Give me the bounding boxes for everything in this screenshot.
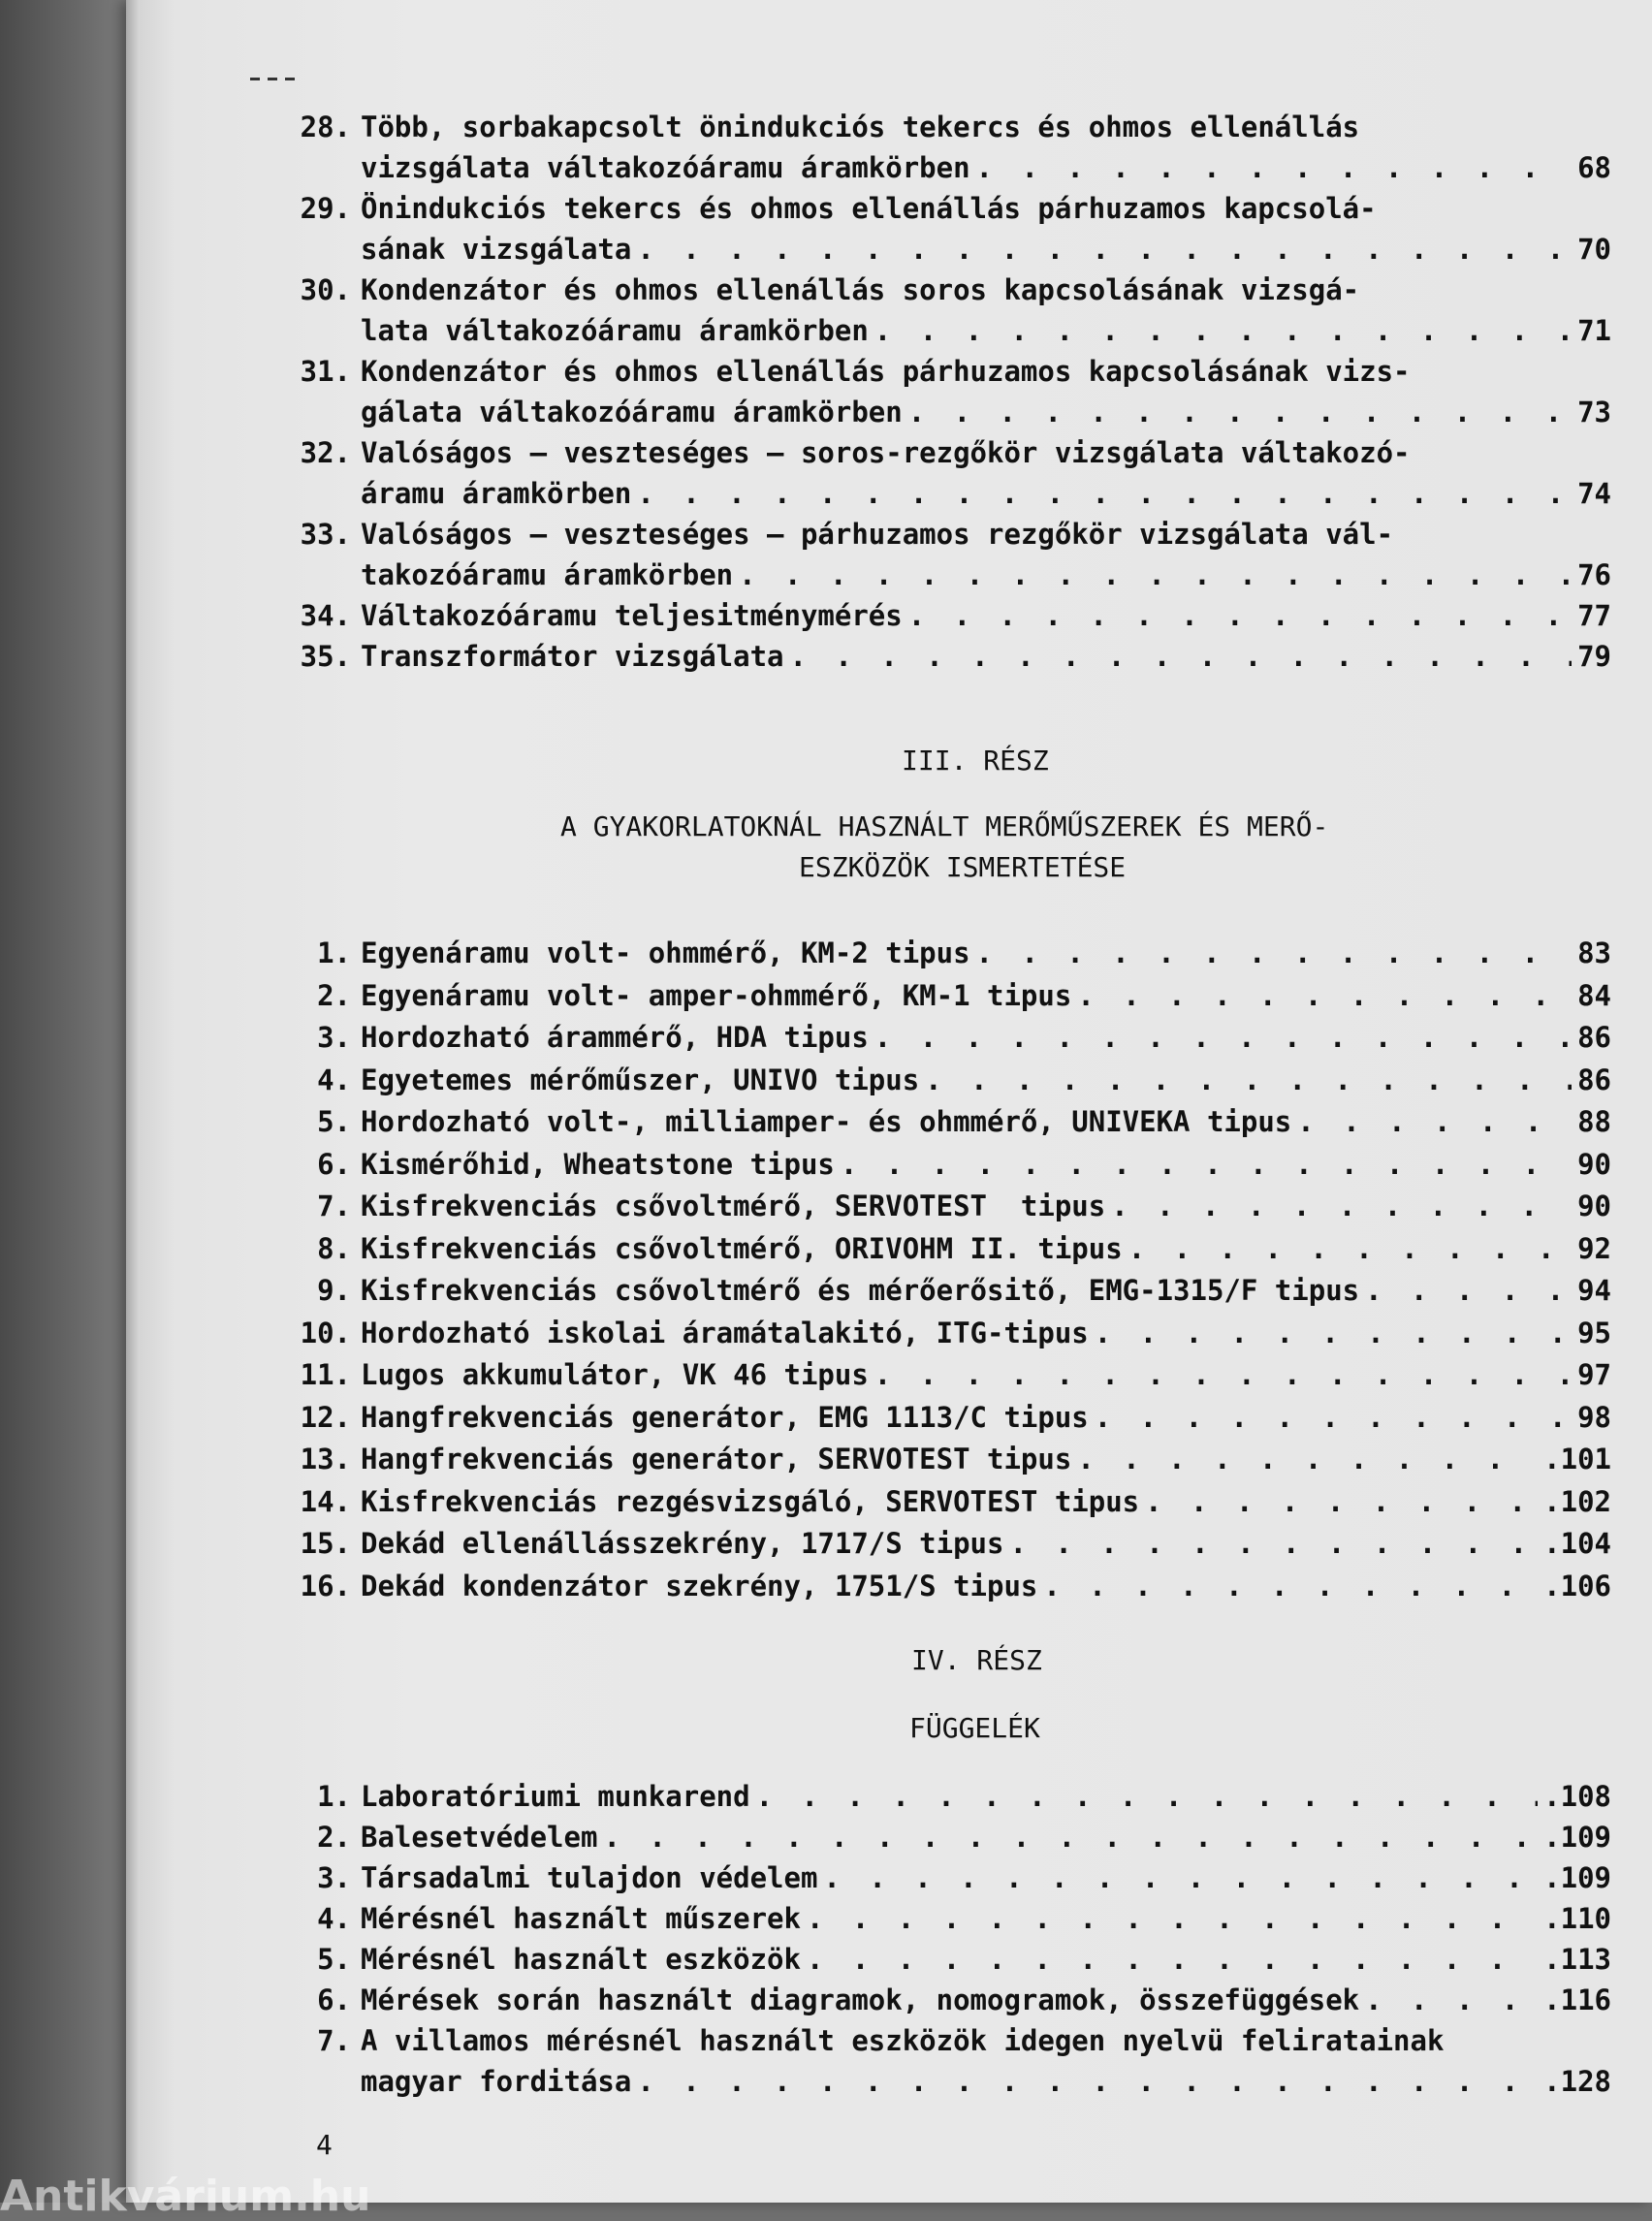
entry-number: 33.: [300, 518, 351, 551]
dot-leader: [908, 599, 1572, 632]
entry-page-number: .102: [1543, 1484, 1611, 1518]
entry-page-number: 94: [1577, 1274, 1611, 1307]
entry-number: 35.: [300, 640, 351, 673]
dot-leader: [1009, 1527, 1538, 1560]
section-iii-subtitle-line1: A GYAKORLATOKNÁL HASZNÁLT MERŐMŰSZEREK ÉS MERŐ-: [560, 810, 1329, 842]
entry-title-line: Mérésnél használt műszerek: [361, 1902, 801, 1935]
entry-title-line: Transzformátor vizsgálata: [361, 640, 784, 673]
dot-leader: [908, 396, 1572, 428]
dot-leader: [874, 314, 1572, 347]
entry-page-number: .116: [1543, 1983, 1611, 2016]
dot-leader: [1043, 1570, 1538, 1602]
entry-title-line: magyar forditása: [361, 2065, 632, 2098]
dot-leader: [976, 151, 1573, 184]
dot-leader: [1095, 1401, 1572, 1434]
entry-number: 4.: [317, 1902, 351, 1935]
entry-title-line: Valóságos – veszteséges – párhuzamos rezgőkör vizsgálata vál-: [361, 518, 1394, 551]
entry-number: 2.: [317, 1821, 351, 1854]
entry-page-number: 88: [1577, 1105, 1611, 1138]
entry-page-number: 84: [1577, 978, 1611, 1012]
dot-leader: [1077, 979, 1572, 1012]
entry-title-line: vizsgálata váltakozóáramu áramkörben: [361, 151, 970, 184]
entry-page-number: 83: [1577, 936, 1611, 969]
entry-title-line: Kondenzátor és ohmos ellenállás soros kapcsolásának vizsgá-: [361, 273, 1360, 306]
entry-number: 14.: [300, 1484, 351, 1518]
entry-page-number: .104: [1543, 1527, 1611, 1560]
entry-number: 4.: [317, 1063, 351, 1096]
dot-leader: [637, 2065, 1538, 2098]
section-iii-title: III. RÉSZ: [902, 745, 1049, 777]
entry-number: 5.: [317, 1943, 351, 1976]
entry-page-number: 77: [1577, 599, 1611, 632]
dot-leader: [637, 477, 1572, 510]
dot-leader: [603, 1821, 1538, 1854]
entry-title-line: Kisfrekvenciás csővoltmérő, SERVOTEST tipus: [361, 1190, 1106, 1222]
entry-title-line: Önindukciós tekercs és ohmos ellenállás párhuzamos kapcsolá-: [361, 192, 1377, 225]
dot-leader: [1128, 1232, 1572, 1265]
dot-leader: [1095, 1317, 1572, 1349]
entry-page-number: 97: [1577, 1358, 1611, 1391]
entry-page-number: .109: [1543, 1861, 1611, 1894]
entry-title-line: lata váltakozóáramu áramkörben: [361, 314, 869, 347]
entry-number: 13.: [300, 1443, 351, 1475]
entry-title-line: Társadalmi tulajdon védelem: [361, 1861, 818, 1894]
entry-number: 1.: [317, 1780, 351, 1813]
entry-title-line: Hordozható árammérő, HDA tipus: [361, 1021, 869, 1054]
dot-leader: [823, 1861, 1538, 1894]
section-iii-subtitle-line2: ESZKÖZÖK ISMERTETÉSE: [799, 851, 1127, 883]
entry-title-line: Több, sorbakapcsolt önindukciós tekercs és ohmos ellenállás: [361, 111, 1360, 143]
watermark-text: Antikvárium.hu: [0, 2172, 371, 2221]
entry-title-line: áramu áramkörben: [361, 477, 632, 510]
dot-leader: [1077, 1443, 1538, 1475]
dot-leader: [841, 1148, 1572, 1181]
section-iv-title: IV. RÉSZ: [911, 1644, 1042, 1676]
entry-number: 8.: [317, 1231, 351, 1265]
dot-leader: [1365, 1274, 1572, 1307]
entry-page-number: 79: [1577, 640, 1611, 673]
entry-title-line: A villamos mérésnél használt eszközök idegen nyelvü feliratainak: [361, 2024, 1445, 2057]
entry-number: 31.: [300, 355, 351, 388]
dot-leader: [1145, 1485, 1538, 1518]
entry-number: 3.: [317, 1861, 351, 1894]
entry-title-line: Váltakozóáramu teljesitménymérés: [361, 599, 903, 632]
entry-number: 29.: [300, 192, 351, 225]
page-number: 4: [316, 2129, 333, 2161]
entry-number: 34.: [300, 599, 351, 632]
dot-leader: [1111, 1190, 1572, 1222]
entry-page-number: 98: [1577, 1400, 1611, 1434]
entry-number: 32.: [300, 436, 351, 469]
entry-number: 1.: [317, 936, 351, 969]
entry-number: 3.: [317, 1021, 351, 1054]
entry-number: 30.: [300, 273, 351, 306]
entry-page-number: .101: [1543, 1443, 1611, 1475]
entry-page-number: 90: [1577, 1190, 1611, 1222]
entry-title-line: Lugos akkumulátor, VK 46 tipus: [361, 1358, 869, 1391]
entry-title-line: Kondenzátor és ohmos ellenállás párhuzamos kapcsolásának vizs-: [361, 355, 1411, 388]
entry-number: 5.: [317, 1105, 351, 1138]
entry-page-number: 90: [1577, 1147, 1611, 1181]
entry-number: 6.: [317, 1147, 351, 1181]
entry-number: 12.: [300, 1400, 351, 1434]
entry-number: 28.: [300, 111, 351, 143]
entry-title-line: Kisfrekvenciás csővoltmérő és mérőerősitő, EMG-1315/F tipus: [361, 1274, 1360, 1307]
dot-leader: [874, 1021, 1572, 1054]
entry-number: 9.: [317, 1274, 351, 1307]
entry-title-line: Hangfrekvenciás generátor, EMG 1113/C tipus: [361, 1400, 1089, 1434]
dot-leader: [807, 1943, 1538, 1976]
entry-title-line: Balesetvédelem: [361, 1821, 598, 1854]
entry-page-number: .128: [1543, 2065, 1611, 2098]
entry-title-line: Dekád kondenzátor szekrény, 1751/S tipus: [361, 1569, 1038, 1602]
entry-title-line: Egyenáramu volt- amper-ohmmérő, KM-1 tipus: [361, 978, 1072, 1012]
entry-title-line: Egyetemes mérőműszer, UNIVO tipus: [361, 1063, 920, 1096]
entry-number: 15.: [300, 1527, 351, 1560]
entry-number: 7.: [317, 2024, 351, 2057]
entry-number: 11.: [300, 1358, 351, 1391]
entry-page-number: .108: [1543, 1780, 1611, 1813]
entry-page-number: 86: [1577, 1021, 1611, 1054]
entry-title-line: Valóságos – veszteséges – soros-rezgőkör vizsgálata váltakozó-: [361, 436, 1411, 469]
entry-title-line: Kismérőhid, Wheatstone tipus: [361, 1147, 835, 1181]
entry-title-line: Mérések során használt diagramok, nomogramok, összefüggések: [361, 1983, 1360, 2016]
entry-title-line: Hordozható volt-, milliamper- és ohmmérő, UNIVEKA tipus: [361, 1105, 1292, 1138]
entry-number: 16.: [300, 1569, 351, 1602]
dot-leader: [976, 936, 1573, 969]
entry-page-number: 95: [1577, 1316, 1611, 1349]
entry-page-number: .106: [1543, 1569, 1611, 1602]
entry-page-number: 70: [1577, 233, 1611, 266]
entry-title-line: Egyenáramu volt- ohmmérő, KM-2 tipus: [361, 936, 970, 969]
entry-page-number: 86: [1577, 1063, 1611, 1096]
entry-number: 2.: [317, 978, 351, 1012]
entry-page-number: 74: [1577, 477, 1611, 510]
entry-page-number: .109: [1543, 1821, 1611, 1854]
dot-leader: [756, 1780, 1539, 1813]
entry-number: 10.: [300, 1316, 351, 1349]
entry-page-number: 73: [1577, 396, 1611, 428]
dash-mark: [250, 78, 297, 80]
entry-title-line: sának vizsgálata: [361, 233, 632, 266]
entry-number: 7.: [317, 1190, 351, 1222]
dot-leader: [1297, 1105, 1572, 1138]
entry-page-number: .113: [1543, 1943, 1611, 1976]
entry-title-line: Hordozható iskolai áramátalakitó, ITG-tipus: [361, 1316, 1089, 1349]
entry-page-number: .110: [1543, 1902, 1611, 1935]
entry-title-line: takozóáramu áramkörben: [361, 558, 734, 591]
dot-leader: [925, 1063, 1572, 1096]
entry-title-line: Kisfrekvenciás csővoltmérő, ORIVOHM II. tipus: [361, 1231, 1123, 1265]
page-edge: [126, 0, 140, 2203]
entry-title-line: Hangfrekvenciás generátor, SERVOTEST tipus: [361, 1443, 1072, 1475]
dot-leader: [807, 1902, 1538, 1935]
dot-leader: [874, 1358, 1572, 1391]
entry-number: 6.: [317, 1983, 351, 2016]
entry-title-line: Mérésnél használt eszközök: [361, 1943, 801, 1976]
entry-page-number: 92: [1577, 1231, 1611, 1265]
entry-page-number: 76: [1577, 558, 1611, 591]
dot-leader: [790, 640, 1573, 673]
dot-leader: [1365, 1983, 1538, 2016]
entry-title-line: Kisfrekvenciás rezgésvizsgáló, SERVOTEST tipus: [361, 1484, 1140, 1518]
entry-title-line: Laboratóriumi munkarend: [361, 1780, 750, 1813]
entry-page-number: 71: [1577, 314, 1611, 347]
entry-page-number: 68: [1577, 151, 1611, 184]
entry-title-line: gálata váltakozóáramu áramkörben: [361, 396, 903, 428]
dot-leader: [739, 558, 1572, 591]
section-iv-subtitle: FÜGGELÉK: [909, 1712, 1040, 1744]
entry-title-line: Dekád ellenállásszekrény, 1717/S tipus: [361, 1527, 1004, 1560]
dot-leader: [637, 233, 1572, 266]
